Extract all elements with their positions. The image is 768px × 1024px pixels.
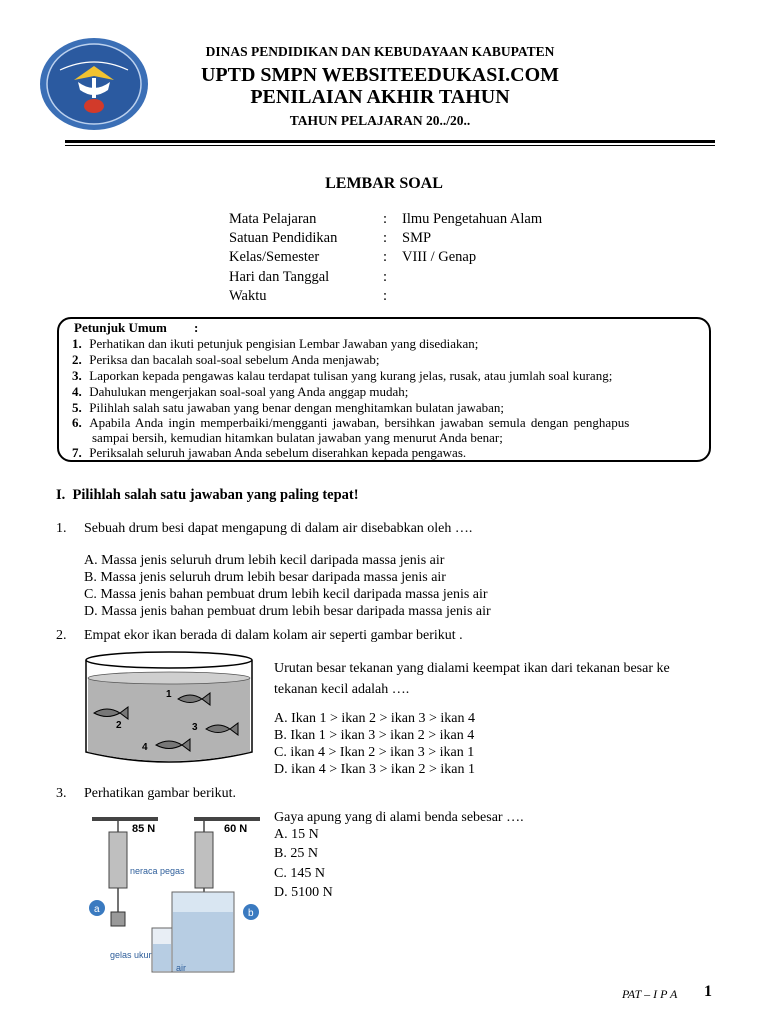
question-text: Empat ekor ikan berada di dalam kolam air seperti gambar berikut .	[84, 628, 463, 643]
label-b: b	[248, 908, 254, 919]
answer-option: B. Ikan 1 > ikan 3 > ikan 2 > ikan 4	[274, 728, 475, 743]
header-year: TAHUN PELAJARAN 20../20..	[289, 113, 471, 128]
fish-label: 3	[192, 722, 198, 733]
air-label: air	[176, 963, 187, 973]
fish-label: 4	[142, 742, 148, 753]
question-text: Sebuah drum besi dapat mengapung di dalam air disebabkan oleh ….	[84, 521, 473, 536]
gelas-ukur-label: gelas ukur	[110, 950, 152, 960]
question-number: 1.	[56, 521, 67, 536]
answer-option: A. Ikan 1 > ikan 2 > ikan 3 > ikan 4	[274, 711, 475, 726]
instruction-item	[72, 400, 504, 416]
instruction-text: Periksa dan bacalah soal-soal sebelum Anda menjawab;	[89, 352, 380, 367]
answer-option: B. 25 N	[274, 846, 318, 861]
reading-b: 60 N	[224, 823, 248, 835]
page-title: LEMBAR SOAL	[325, 175, 443, 192]
label-a: a	[94, 904, 100, 915]
answer-option: C. ikan 4 > Ikan 2 > ikan 3 > ikan 1	[274, 745, 475, 760]
answer-option: D. ikan 4 > Ikan 3 > ikan 2 > ikan 1	[274, 762, 475, 777]
header-exam: PENILAIAN AKHIR TAHUN	[250, 86, 510, 108]
answer-option: D. Massa jenis bahan pembuat drum lebih besar daripada massa jenis air	[84, 604, 491, 619]
instruction-num: 2.	[72, 352, 82, 367]
answer-option: A. 15 N	[274, 827, 319, 842]
info-value: VIII / Genap	[402, 249, 477, 265]
instructions-title: Petunjuk Umum	[74, 320, 167, 335]
instruction-item	[72, 352, 380, 368]
instruction-text: Perhatikan dan ikuti petunjuk pengisian Lembar Jawaban yang disediakan;	[89, 336, 479, 351]
instruction-item	[72, 336, 478, 352]
header-divider-thin	[65, 145, 715, 146]
info-colon: :	[383, 269, 388, 285]
instruction-item-continued: sampai bersih, kemudian hitamkan bulatan jawaban yang menurut Anda benar;	[92, 430, 503, 445]
question-text: tekanan kecil adalah ….	[274, 682, 410, 697]
instruction-num: 6.	[72, 415, 82, 430]
spring-balance-figure	[84, 808, 268, 976]
fish-pond-figure	[80, 646, 258, 768]
instruction-text: Apabila Anda ingin memperbaiki/mengganti jawaban, bersihkan jawaban semula dengan penghapus	[89, 415, 630, 430]
question-text: Perhatikan gambar berikut.	[84, 786, 237, 801]
section-heading: I. Pilihlah salah satu jawaban yang paling tepat!	[56, 487, 359, 503]
answer-option: D. 5100 N	[274, 885, 333, 900]
neraca-pegas-label: neraca pegas	[130, 866, 185, 876]
reading-a: 85 N	[132, 823, 156, 835]
instruction-text: Pilihlah salah satu jawaban yang benar dengan menghitamkan bulatan jawaban;	[89, 400, 505, 415]
answer-option: C. 145 N	[274, 866, 325, 881]
fish-label: 1	[166, 689, 172, 700]
question-text: Gaya apung yang di alami benda sebesar ….	[274, 810, 524, 825]
header-school: UPTD SMPN WEBSITEEDUKASI.COM	[200, 64, 560, 86]
instruction-text: Dahulukan mengerjakan soal-soal yang Anda anggap mudah;	[89, 384, 409, 399]
instruction-num: 3.	[72, 368, 82, 383]
answer-option: A. Massa jenis seluruh drum lebih kecil daripada massa jenis air	[84, 553, 445, 568]
question-number: 2.	[56, 628, 67, 643]
info-label: Satuan Pendidikan	[229, 230, 338, 246]
fish-label: 2	[116, 720, 122, 731]
answer-option: B. Massa jenis seluruh drum lebih besar daripada massa jenis air	[84, 570, 446, 585]
footer-code: PAT – I P A	[622, 987, 678, 1001]
info-label: Waktu	[229, 288, 267, 304]
info-value: SMP	[402, 230, 432, 246]
info-colon: :	[383, 230, 388, 246]
page-number: 1	[704, 983, 712, 1000]
info-label: Kelas/Semester	[229, 249, 320, 265]
instruction-item	[72, 445, 466, 461]
question-number: 3.	[56, 786, 67, 801]
question-text: Urutan besar tekanan yang dialami keempat ikan dari tekanan besar ke	[274, 661, 670, 676]
instructions-colon: :	[194, 320, 199, 335]
instruction-item	[72, 415, 629, 431]
info-colon: :	[383, 211, 388, 227]
header-agency: DINAS PENDIDIKAN DAN KEBUDAYAAN KABUPATEN	[205, 44, 555, 59]
instruction-text: Periksalah seluruh jawaban Anda sebelum diserahkan kepada pengawas.	[89, 445, 467, 460]
answer-option: C. Massa jenis bahan pembuat drum lebih kecil daripada massa jenis air	[84, 587, 488, 602]
instruction-num: 1.	[72, 336, 82, 351]
tut-wuri-handayani-logo	[38, 36, 150, 132]
instruction-num: 4.	[72, 384, 82, 399]
info-label: Mata Pelajaran	[229, 211, 317, 227]
instruction-item	[72, 384, 408, 400]
header-divider-thick	[65, 140, 715, 143]
info-value: Ilmu Pengetahuan Alam	[402, 211, 543, 227]
instruction-text: Laporkan kepada pengawas kalau terdapat tulisan yang kurang jelas, rusak, atau jumlah soal kurang;	[89, 368, 613, 383]
instruction-item	[72, 368, 612, 384]
instruction-num: 7.	[72, 445, 82, 460]
info-colon: :	[383, 249, 388, 265]
instruction-num: 5.	[72, 400, 82, 415]
info-label: Hari dan Tanggal	[229, 269, 330, 285]
info-colon: :	[383, 288, 388, 304]
